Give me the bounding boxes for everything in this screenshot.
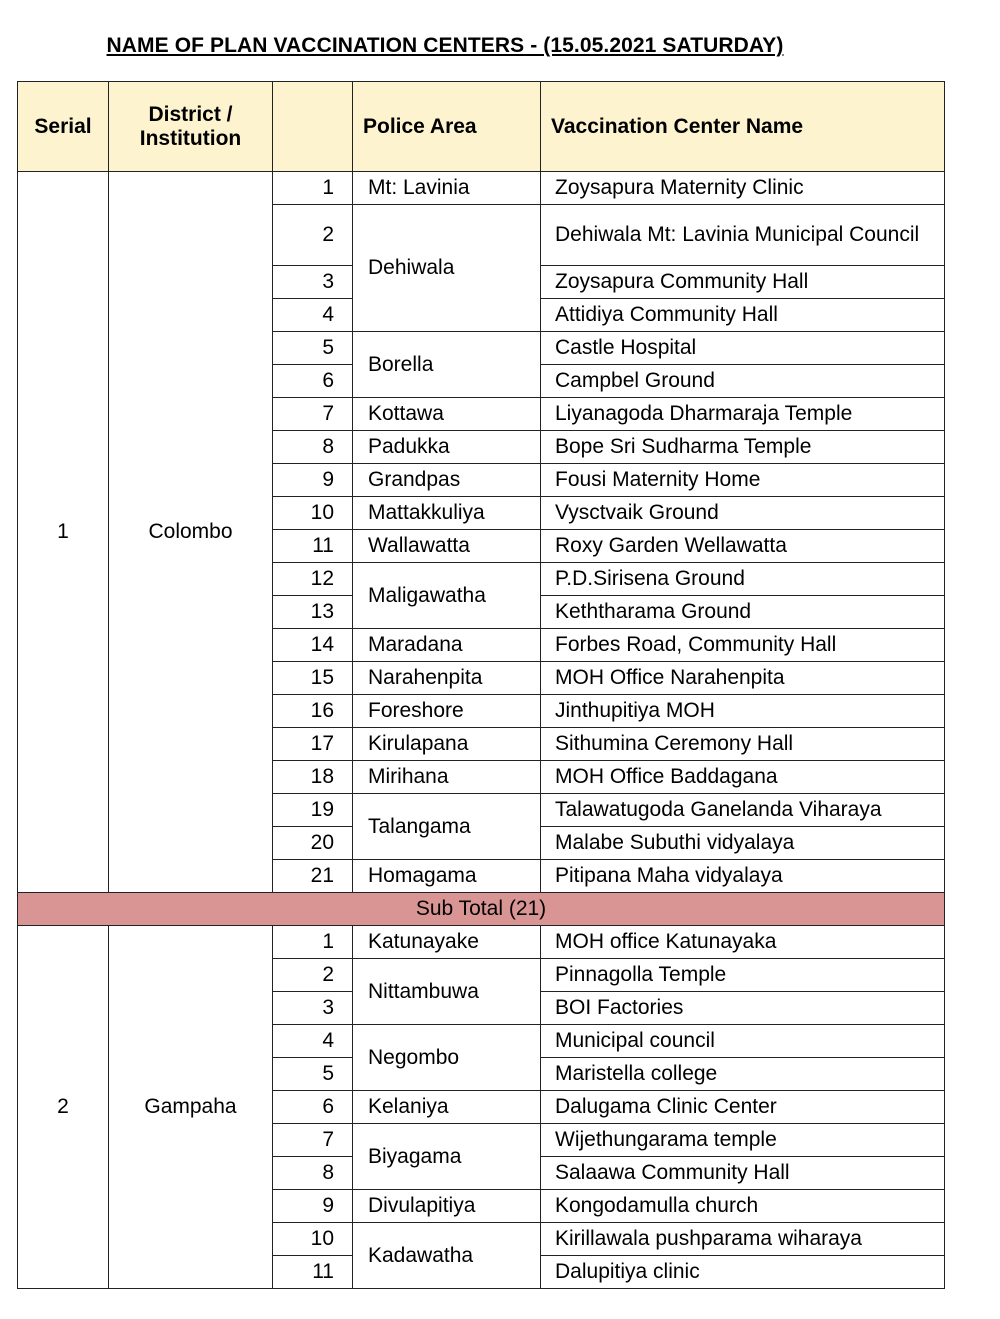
police-area-cell: Kirulapana xyxy=(353,728,541,761)
row-number: 18 xyxy=(273,761,353,794)
center-name-cell: Zoysapura Community Hall xyxy=(541,266,945,299)
police-area-cell: Narahenpita xyxy=(353,662,541,695)
row-number: 10 xyxy=(273,497,353,530)
subtotal-row xyxy=(18,893,945,926)
center-name-cell: Castle Hospital xyxy=(541,332,945,365)
center-name-cell: Salaawa Community Hall xyxy=(541,1157,945,1190)
row-number: 11 xyxy=(273,1256,353,1289)
police-area-cell: Dehiwala xyxy=(353,205,541,332)
police-area-cell: Maradana xyxy=(353,629,541,662)
row-number: 8 xyxy=(273,431,353,464)
row-number: 1 xyxy=(273,172,353,205)
row-number: 5 xyxy=(273,332,353,365)
center-name-cell: Campbel Ground xyxy=(541,365,945,398)
row-number: 4 xyxy=(273,299,353,332)
row-number: 6 xyxy=(273,365,353,398)
police-area-cell: Katunayake xyxy=(353,926,541,959)
center-name-cell: Sithumina Ceremony Hall xyxy=(541,728,945,761)
row-number: 14 xyxy=(273,629,353,662)
row-number: 11 xyxy=(273,530,353,563)
row-number: 20 xyxy=(273,827,353,860)
center-name-cell: Pitipana Maha vidyalaya xyxy=(541,860,945,893)
police-area-cell: Homagama xyxy=(353,860,541,893)
police-area-cell: Divulapitiya xyxy=(353,1190,541,1223)
police-area-cell: Maligawatha xyxy=(353,563,541,629)
row-number: 9 xyxy=(273,464,353,497)
center-name-cell: MOH office Katunayaka xyxy=(541,926,945,959)
police-area-cell: Nittambuwa xyxy=(353,959,541,1025)
police-area-cell: Talangama xyxy=(353,794,541,860)
center-name-cell: Wijethungarama temple xyxy=(541,1124,945,1157)
subtotal-cell: Sub Total (21) xyxy=(18,893,945,926)
center-name-cell: Liyanagoda Dharmaraja Temple xyxy=(541,398,945,431)
row-number: 3 xyxy=(273,266,353,299)
row-number: 19 xyxy=(273,794,353,827)
police-area-cell: Wallawatta xyxy=(353,530,541,563)
row-number: 17 xyxy=(273,728,353,761)
table-row xyxy=(18,926,945,959)
table-row xyxy=(18,172,945,205)
row-number: 15 xyxy=(273,662,353,695)
center-name-cell: Maristella college xyxy=(541,1058,945,1091)
center-name-cell: MOH Office Narahenpita xyxy=(541,662,945,695)
center-name-cell: Pinnagolla Temple xyxy=(541,959,945,992)
row-number: 4 xyxy=(273,1025,353,1058)
serial-cell: 1 xyxy=(18,172,109,893)
police-area-cell: Negombo xyxy=(353,1025,541,1091)
vaccination-centers-table xyxy=(17,81,945,1289)
page-title: NAME OF PLAN VACCINATION CENTERS - (15.05.2021 SATURDAY) xyxy=(106,34,784,57)
center-name-cell: P.D.Sirisena Ground xyxy=(541,563,945,596)
row-number: 16 xyxy=(273,695,353,728)
row-number: 3 xyxy=(273,992,353,1025)
row-number: 6 xyxy=(273,1091,353,1124)
center-name-cell: Bope Sri Sudharma Temple xyxy=(541,431,945,464)
row-number: 2 xyxy=(273,959,353,992)
police-area-cell: Mattakkuliya xyxy=(353,497,541,530)
district-cell: Gampaha xyxy=(109,926,273,1289)
header-blank xyxy=(273,82,353,172)
row-number: 7 xyxy=(273,1124,353,1157)
row-number: 9 xyxy=(273,1190,353,1223)
header-police-area: Police Area xyxy=(353,82,541,172)
table-header-row xyxy=(18,82,945,172)
center-name-cell: Kongodamulla church xyxy=(541,1190,945,1223)
center-name-cell: Zoysapura Maternity Clinic xyxy=(541,172,945,205)
center-name-cell: Dehiwala Mt: Lavinia Municipal Council xyxy=(541,205,945,266)
center-name-cell: Dalugama Clinic Center xyxy=(541,1091,945,1124)
police-area-cell: Mt: Lavinia xyxy=(353,172,541,205)
center-name-cell: Keththarama Ground xyxy=(541,596,945,629)
row-number: 21 xyxy=(273,860,353,893)
police-area-cell: Mirihana xyxy=(353,761,541,794)
center-name-cell: BOI Factories xyxy=(541,992,945,1025)
police-area-cell: Foreshore xyxy=(353,695,541,728)
center-name-cell: Malabe Subuthi vidyalaya xyxy=(541,827,945,860)
police-area-cell: Kadawatha xyxy=(353,1223,541,1289)
center-name-cell: Vysctvaik Ground xyxy=(541,497,945,530)
row-number: 1 xyxy=(273,926,353,959)
police-area-cell: Kelaniya xyxy=(353,1091,541,1124)
police-area-cell: Kottawa xyxy=(353,398,541,431)
center-name-cell: Forbes Road, Community Hall xyxy=(541,629,945,662)
serial-cell: 2 xyxy=(18,926,109,1289)
police-area-cell: Padukka xyxy=(353,431,541,464)
row-number: 13 xyxy=(273,596,353,629)
center-name-cell: MOH Office Baddagana xyxy=(541,761,945,794)
row-number: 7 xyxy=(273,398,353,431)
row-number: 2 xyxy=(273,205,353,266)
police-area-cell: Biyagama xyxy=(353,1124,541,1190)
center-name-cell: Talawatugoda Ganelanda Viharaya xyxy=(541,794,945,827)
center-name-cell: Dalupitiya clinic xyxy=(541,1256,945,1289)
center-name-cell: Kirillawala pushparama wiharaya xyxy=(541,1223,945,1256)
header-center-name: Vaccination Center Name xyxy=(541,82,945,172)
row-number: 12 xyxy=(273,563,353,596)
row-number: 8 xyxy=(273,1157,353,1190)
center-name-cell: Jinthupitiya MOH xyxy=(541,695,945,728)
police-area-cell: Grandpas xyxy=(353,464,541,497)
center-name-cell: Attidiya Community Hall xyxy=(541,299,945,332)
row-number: 5 xyxy=(273,1058,353,1091)
center-name-cell: Roxy Garden Wellawatta xyxy=(541,530,945,563)
header-serial: Serial xyxy=(18,82,109,172)
district-cell: Colombo xyxy=(109,172,273,893)
header-district: District / Institution xyxy=(109,82,273,172)
center-name-cell: Municipal council xyxy=(541,1025,945,1058)
center-name-cell: Fousi Maternity Home xyxy=(541,464,945,497)
row-number: 10 xyxy=(273,1223,353,1256)
police-area-cell: Borella xyxy=(353,332,541,398)
